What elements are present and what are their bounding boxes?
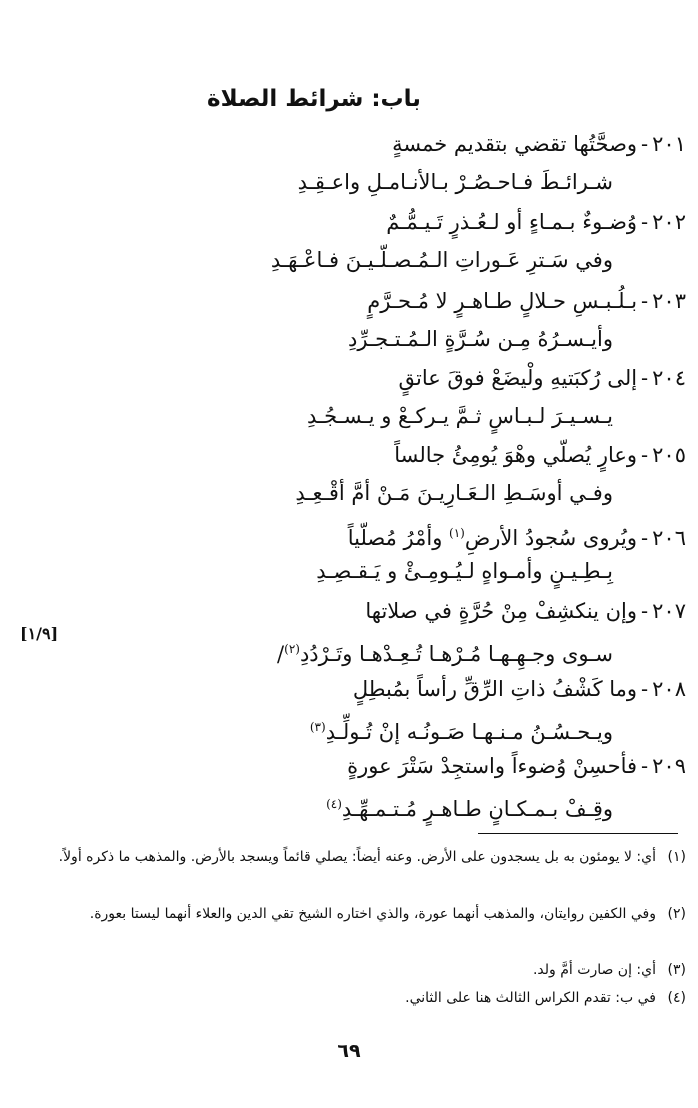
verse-line-second: [348, 325, 613, 353]
footnote-text: أي: إن صارت أمَّ ولد.: [532, 962, 656, 978]
footnote: [18, 902, 686, 926]
verse-separator: -: [641, 210, 649, 234]
footnote-number: (١): [667, 849, 686, 865]
verse-line-first: [367, 287, 686, 315]
footnote-text: في ب: تقدم الكراس الثالث هنا على الثاني.: [405, 990, 656, 1006]
chapter-title: باب: شرائط الصلاة: [207, 86, 421, 112]
verse-number: ٢٠٥: [652, 443, 686, 467]
footnote-reference[interactable]: (١): [449, 526, 465, 540]
verse-line-second: [307, 402, 613, 430]
verse-line-second: [295, 479, 613, 507]
verse-line-first: [353, 675, 686, 703]
verse-second-hemistich: بِـطِـيـنٍ وأمـواهٍ لـيُـومِـئْ و يَـقـصِـدِ: [316, 559, 613, 583]
verse-line-second: [277, 635, 613, 668]
verse-first-hemistich: بـلُـبـسِ حـلالٍ طـاهـرٍ لا مُـحـرَّمٍ: [367, 289, 638, 313]
verse-line-first: [394, 441, 686, 469]
verse-second-hemistich: وفي سَـترِ عَـوراتِ الـمُـصـلّـيـنَ فـاعْـهَـدِ: [270, 248, 613, 272]
verse-second-hemistich: يـسـيـرَ لـبـاسٍ ثـمَّ يـركـعْ و يـسـجُـدِ: [306, 404, 613, 428]
verse-second-hemistich: وفـي أوسَـطِ الـعَـارِيـنَ مَـنْ أمَّ أقْـعِـدِ: [295, 481, 613, 505]
verse-first-hemistich: وإن ينكشِفْ مِنْ حُرَّةٍ في صلاتها: [365, 599, 638, 623]
verse-second-hemistich: وقِـفْ بـمـكـانٍ طـاهـرٍ مُـتـمـهِّـدِ: [341, 797, 613, 821]
footnote: [18, 958, 686, 982]
verse-separator: -: [641, 366, 649, 390]
verse-line-second: [310, 713, 613, 746]
verse-first-hemistich: إلى رُكبَتيهِ ولْيضَعْ فوقَ عاتقٍ: [398, 366, 638, 390]
verse-number: ٢٠٣: [652, 289, 686, 313]
verse-first-hemistich: وُضـوءٌ بـمـاءٍ أو لـعُـذرٍ تَـيـمُّـمٌ: [386, 210, 638, 234]
verse-separator: -: [641, 289, 649, 313]
verse-first-continuation: وأمْرُ مُصلّياً: [347, 526, 450, 550]
verse-second-continuation: /: [277, 642, 285, 666]
verse-number: ٢٠٦: [652, 526, 686, 550]
verse-first-hemistich: فأحسِنْ وُضوءاً واستجِدْ سَتْرَ عورةٍ: [347, 754, 638, 778]
verse-number: ٢٠٩: [652, 754, 686, 778]
verse-number: ٢٠٢: [652, 210, 686, 234]
verse-second-hemistich: سـوى وجـهِـهـا مُـرْهـا تُـعِـدْهـا وتَـرْدُدِ: [299, 642, 613, 666]
footnote-reference[interactable]: (٣): [309, 720, 326, 734]
verse-first-hemistich: وما كَشْفُ ذاتِ الرِّقِّ رأساً بمُبطِلٍ: [352, 677, 638, 701]
footnote: [18, 986, 686, 1010]
page-number: ٦٩: [337, 1040, 361, 1062]
footnote-text: أي: لا يومئون به بل يسجدون على الأرض. وعنه أيضاً: يصلي قائماً ويسجد بالأرض. والمذهب ما ذكره أولاً.: [58, 849, 656, 865]
verse-first-hemistich: ويُروى سُجودُ الأرضِ: [464, 526, 638, 550]
margin-marker: [١/٩]: [20, 624, 59, 643]
verse-number: ٢٠١: [652, 132, 686, 156]
footnote-number: (٢): [667, 906, 686, 922]
verse-separator: -: [641, 599, 649, 623]
verse-separator: -: [641, 754, 649, 778]
verse-line-second: [316, 557, 613, 585]
footnote-number: (٣): [667, 962, 686, 978]
verse-line-second: [326, 790, 613, 823]
verse-second-hemistich: ويـحـسُـنُ مـنـهـا صَـونُـه إنْ تُـولِّـدِ: [325, 720, 613, 744]
verse-number: ٢٠٨: [652, 677, 686, 701]
verse-separator: -: [641, 526, 649, 550]
footnote-reference[interactable]: (٢): [284, 642, 300, 656]
verse-first-hemistich: وعارٍ يُصلّي وهْوَ يُومِئُ جالساً: [394, 443, 638, 467]
verse-number: ٢٠٧: [652, 599, 686, 623]
verse-line-first: [386, 208, 686, 236]
verse-line-first: [392, 130, 686, 158]
verse-line-first: [348, 519, 686, 552]
verse-line-second: [271, 246, 613, 274]
footnote-reference[interactable]: (٤): [326, 797, 342, 811]
verse-line-first: [398, 364, 686, 392]
verse-separator: -: [641, 677, 649, 701]
verse-second-hemistich: شـرائـطَ فـاحـصُـرْ بـالأنـامـلِ واعـقِـدِ: [297, 170, 613, 194]
footnote: [18, 845, 686, 869]
verse-line-second: [298, 168, 613, 196]
footnote-divider: [478, 833, 678, 834]
verse-separator: -: [641, 132, 649, 156]
verse-first-hemistich: وصحَّتُها تقضي بتقديم خمسةٍ: [392, 132, 638, 156]
verse-second-hemistich: وأيـسـرُهُ مِـن سُـرَّةٍ الـمُـتـجـرِّدِ: [347, 327, 613, 351]
footnote-text: وفي الكفين روايتان، والمذهب أنهما عورة، والذي اختاره الشيخ تقي الدين والعلاء أنهما ليستا بعورة.: [89, 906, 656, 922]
verse-line-first: [365, 597, 686, 625]
verse-separator: -: [641, 443, 649, 467]
verse-number: ٢٠٤: [652, 366, 686, 390]
verse-line-first: [347, 752, 686, 780]
footnote-number: (٤): [667, 990, 686, 1006]
